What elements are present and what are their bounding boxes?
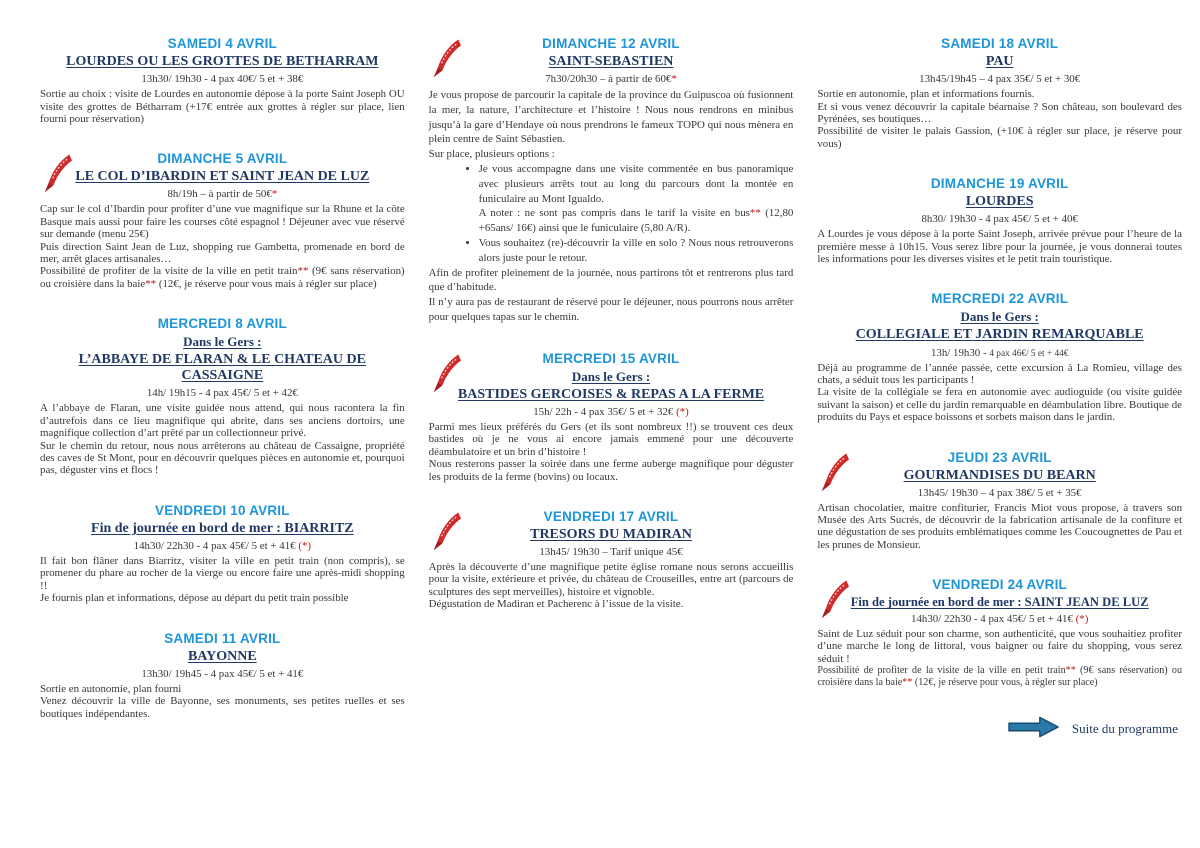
column-3	[817, 36, 1182, 746]
entry-paragraph	[40, 241, 405, 266]
text-segment: La visite de la collégiale se fera en autonomie avec audioguide (ou visite guidée suivant la saison) et celle du jardin remarquable en déambulation libre. Boutique de produits du Pays et espace boissons et sorbets maison dans le jardin.	[817, 386, 1183, 424]
option-item	[479, 236, 794, 266]
entry-date: DIMANCHE 12 AVRIL	[542, 36, 680, 51]
program-entry	[40, 151, 405, 290]
text-segment: Parmi mes lieux préférés du Gers (et ils sont nombreux !!) se trouvent ces deux bastides où je ne vous ai encore jamais emmené pour une découverte déambulatoire et un brin d’histoire !	[428, 420, 794, 458]
text-segment: Venez découvrir la ville de Bayonne, ses monuments, ses petites ruelles et ses boutiques indépendantes.	[40, 695, 405, 720]
entry-schedule	[40, 387, 405, 399]
text-segment: 13h45/ 19h30 – Tarif unique 45€	[539, 546, 683, 559]
text-segment: Sortie en autonomie, plan et informations fournis.	[817, 88, 1035, 101]
entry-schedule	[40, 188, 405, 200]
entry-paragraph	[40, 265, 405, 290]
entry-date: MERCREDI 22 AVRIL	[931, 291, 1069, 307]
text-segment: Et si vous venez découvrir la capitale béarnaise ? Son château, son boulevard des Pyrénées, ses boutiques…	[817, 100, 1183, 125]
entry-title: LOURDES OU LES GROTTES DE BETHARRAM	[66, 54, 379, 69]
text-segment: Sortie en autonomie, plan fourni	[40, 682, 182, 695]
program-entry	[40, 36, 405, 125]
entry-date: SAMEDI 18 AVRIL	[941, 36, 1059, 51]
entry-body	[40, 203, 405, 290]
entry-title: Fin de journée en bord de mer : SAINT JEAN DE LUZ	[850, 595, 1149, 610]
entry-body	[817, 502, 1182, 552]
program-entry	[817, 176, 1182, 265]
text-segment: Possibilité de profiter de la visite de la ville en petit train	[817, 664, 1066, 676]
entry-body	[40, 555, 405, 605]
text-segment: 15h/ 22h - 4 pax 35€/ 5 et + 32€	[533, 405, 677, 418]
entry-title: L’ABBAYE DE FLARAN & LE CHATEAU DE CASSAIGNE	[78, 352, 366, 384]
options-list	[429, 162, 794, 266]
entry-body	[817, 88, 1182, 150]
entry-paragraph	[817, 628, 1182, 665]
text-segment: A Lourdes je vous dépose à la porte Saint Joseph, arrivée prévue pour l’heure de la première messe à 10h15. Vous serez libre pour la journée, je vous donnerai toutes les informations pour les diverses visites et le petit train touristique.	[817, 228, 1183, 266]
entry-paragraph	[429, 561, 794, 598]
text-segment: Sortie au choix : visite de Lourdes en autonomie dépose à la porte Saint Joseph OU visite des grottes de Bétharram (+17€ entrée aux grottes à régler sur place, lien fourni pour réservation)	[40, 88, 405, 125]
text-segment: A l’abbaye de Flaran, une visite guidée nous attend, qui nous racontera la fin d’autrefois dans ce lieu magnifique qui abrite, dans ses anciens dortoirs, une magnifique collection d’art prêté par un collectionneur privé.	[40, 402, 405, 440]
text-segment: 14h30/ 22h30 - 4 pax 45€/ 5 et + 41€	[911, 612, 1076, 625]
entry-body	[429, 421, 794, 483]
program-entry	[817, 36, 1182, 150]
red-asterisk: (*)	[1075, 612, 1089, 625]
entry-schedule	[817, 613, 1182, 625]
program-continuation	[817, 715, 1182, 744]
entry-paragraph	[429, 88, 794, 147]
entry-paragraph	[40, 440, 405, 477]
red-asterisk: **	[145, 277, 157, 290]
text-segment: (12€, je réserve pour vous, à régler sur place)	[912, 676, 1098, 688]
text-segment: (12€, je réserve pour vous mais à régler sur place)	[156, 277, 377, 290]
text-segment: Vous souhaitez (re)-découvrir la ville en solo ? Nous nous retrouverons alors juste pour le retour.	[478, 237, 794, 264]
text-segment: (9€ sans réservation) ou croisière dans la baie	[817, 664, 1183, 688]
entry-date: SAMEDI 11 AVRIL	[164, 630, 281, 646]
program-entry	[40, 316, 405, 477]
text-segment: Je fournis plan et informations, dépose au départ du petit train possible	[40, 592, 349, 605]
entry-subtitle: Dans le Gers :	[183, 334, 262, 350]
program-entry	[817, 291, 1182, 423]
entry-title: BAYONNE	[187, 648, 257, 664]
text-segment: 7h30/20h30 – à partir de 60€	[545, 73, 672, 86]
text-segment: Je vous propose de parcourir la capitale de la province du Guipuscoa où fusionnent la mer, la nature, l’architecture et l’histoire ! Nous nous rendrons en minibus jusqu’à la gare d’Hendaye où nous prendrons le fameux TOPO qui nous mènera en plein centre de Saint Sébastien.	[428, 89, 794, 146]
suite-label: Suite du programme	[1071, 721, 1179, 737]
entry-date: DIMANCHE 19 AVRIL	[930, 176, 1069, 192]
entry-body	[40, 402, 405, 476]
red-asterisk: (*)	[298, 539, 312, 552]
text-segment: (12,80 +65ans/ 16€) ainsi que le funiculaire (5,80 A/R).	[478, 207, 794, 235]
red-asterisk: **	[749, 207, 761, 220]
entry-date: DIMANCHE 5 AVRIL	[157, 151, 288, 167]
red-asterisk: **	[297, 265, 309, 278]
new-ribbon-icon	[431, 509, 461, 553]
program-entry	[817, 450, 1182, 552]
program-entry	[40, 631, 405, 720]
text-segment: Après la découverte d’une magnifique petite église romane nous serons accueillis pour la visite, extérieure et privée, du château de Crouseilles, entre art (parcours de sculptures des sept merveilles), histoire et vignoble.	[428, 561, 794, 598]
text-segment: 13h45/19h45 – 4 pax 35€/ 5 et + 30€	[919, 73, 1081, 86]
column-1	[40, 36, 405, 746]
text-segment: Nous resterons passer la soirée dans une ferme auberge magnifique pour déguster les produits de la ferme (bovins) ou locaux.	[428, 458, 794, 483]
text-segment: 4 pax 46€/ 5 et + 44€	[989, 348, 1069, 359]
text-segment: 13h30/ 19h30 - 4 pax 40€/ 5 et + 38€	[141, 73, 304, 86]
entry-date: SAMEDI 4 AVRIL	[167, 36, 277, 51]
program-entry	[40, 503, 405, 605]
entry-date: VENDREDI 10 AVRIL	[154, 502, 290, 518]
text-segment: Il fait bon flâner dans Biarritz, visiter la ville en petit train (non compris), se promener du phare au rocher de la vierge ou encore faire une après-midi shopping !!	[40, 554, 405, 592]
entry-paragraph	[817, 502, 1182, 552]
entry-paragraph	[40, 402, 405, 439]
entry-paragraph	[429, 295, 794, 325]
entry-schedule	[429, 546, 794, 558]
red-asterisk: *	[671, 73, 677, 86]
new-ribbon-icon	[42, 151, 72, 195]
entry-paragraph	[817, 386, 1182, 423]
entry-schedule	[429, 406, 794, 418]
entry-paragraph	[40, 203, 405, 240]
entry-title: TRESORS DU MADIRAN	[530, 526, 692, 542]
entry-schedule	[40, 73, 405, 85]
text-segment: Sur le chemin du retour, nous nous arrêterons au château de Cassaigne, propriété des caves de St Mont, pour en découvrir quelques pièces en autonomie et, pourquoi pas, déguster vins et flocs !	[40, 439, 405, 477]
entry-paragraph	[817, 228, 1182, 265]
text-segment: A noter : ne sont pas compris dans le tarif la visite en bus	[478, 207, 750, 220]
entry-title: COLLEGIALE ET JARDIN REMARQUABLE	[855, 327, 1144, 343]
text-segment: 14h/ 19h15 - 4 pax 45€/ 5 et + 42€	[146, 387, 298, 400]
entry-title: PAU	[985, 54, 1014, 69]
text-segment: Je vous accompagne dans une visite commentée en bus panoramique avec plusieurs arrêts tout au long du parcours dont la montée en funiculaire au Mont Igualdo.	[478, 163, 794, 205]
entry-schedule	[817, 487, 1182, 499]
entry-body	[429, 561, 794, 611]
entry-body	[40, 88, 405, 125]
text-segment: 13h30/ 19h45 - 4 pax 45€/ 5 et + 41€	[141, 667, 304, 680]
entry-body	[817, 362, 1182, 424]
text-segment: Sur place, plusieurs options :	[428, 148, 555, 161]
column-2	[429, 36, 794, 746]
entry-schedule	[40, 540, 405, 552]
entry-paragraph	[817, 88, 1182, 100]
entry-title: SAINT-SEBASTIEN	[548, 54, 674, 69]
text-segment: 8h30/ 19h30 - 4 pax 45€/ 5 et + 40€	[921, 213, 1078, 226]
option-note	[479, 206, 794, 236]
option-item	[479, 162, 794, 236]
text-segment: (9€ sans réservation) ou croisière dans la baie	[40, 265, 405, 290]
red-asterisk: (*)	[676, 405, 689, 418]
new-ribbon-icon	[819, 577, 849, 621]
entry-paragraph	[817, 665, 1182, 689]
entry-subtitle: Dans le Gers :	[960, 309, 1039, 325]
entry-date: VENDREDI 17 AVRIL	[543, 508, 679, 524]
text-segment: 8h/19h – à partir de 50€	[167, 188, 272, 201]
text-segment: Il n’y aura pas de restaurant de réservé pour le déjeuner, nous pourrons nous arrêter pour quelques tapas sur le chemin.	[428, 296, 794, 324]
entry-paragraph	[817, 101, 1182, 126]
entry-schedule	[817, 213, 1182, 225]
entry-paragraph	[40, 695, 405, 720]
entry-schedule	[817, 347, 1182, 359]
entry-subtitle: Dans le Gers :	[571, 368, 651, 384]
entry-paragraph	[429, 421, 794, 458]
program-entry	[429, 351, 794, 483]
text-segment: Artisan chocolatier, maitre confiturier, Francis Miot vous propose, à travers son Musée des Arts Sucrés, de découvrir de la fabrication artisanale de la confiture et une dégustation de ses produits emblématiques comme les Coucougnettes de Pau et les prunes de Monsieur.	[817, 501, 1183, 551]
new-ribbon-icon	[819, 450, 849, 494]
entry-title: GOURMANDISES DU BEARN	[903, 467, 1096, 483]
entry-paragraph	[40, 555, 405, 592]
text-segment: Saint de Luz séduit pour son charme, son authenticité, que vous souhaitiez profiter d’une marche le long de littoral, vous baigner ou faire du shopping, vous serez séduit !	[817, 627, 1183, 665]
entry-paragraph	[40, 88, 405, 125]
text-segment: 13h45/ 19h30 – 4 pax 38€/ 5 et + 35€	[917, 486, 1082, 499]
entry-date: VENDREDI 24 AVRIL	[932, 577, 1068, 593]
text-segment: Cap sur le col d’Ibardin pour profiter d’une vue magnifique sur la Rhune et la côte Basque mais aussi pour faire les courses côté espagnol ! Déjeuner avec vue réservé sur demande (menu 25€)	[40, 203, 405, 241]
entry-paragraph	[429, 458, 794, 483]
new-ribbon-icon	[431, 351, 461, 395]
entry-paragraph	[429, 266, 794, 296]
entry-title: LOURDES	[965, 194, 1034, 210]
entry-title: Fin de journée en bord de mer : BIARRITZ	[91, 520, 354, 536]
entry-schedule	[40, 668, 405, 680]
program-entry	[429, 36, 794, 325]
text-segment: Afin de profiter pleinement de la journée, nous partirons tôt et rentrerons plus tard que d’habitude.	[428, 266, 794, 294]
entry-paragraph	[817, 362, 1182, 387]
entry-title: BASTIDES GERCOISES & REPAS A LA FERME	[457, 386, 765, 402]
entry-paragraph	[429, 147, 794, 162]
text-segment: 13h/ 19h30 -	[930, 346, 990, 359]
suite-arrow-icon	[1008, 715, 1060, 744]
entry-schedule	[817, 73, 1182, 85]
program-entry	[817, 577, 1182, 688]
entry-title: LE COL D’IBARDIN ET SAINT JEAN DE LUZ	[75, 169, 370, 185]
entry-date: JEUDI 23 AVRIL	[947, 449, 1052, 465]
text-segment: Déjà au programme de l’année passée, cette excursion à La Romieu, village des chats, a séduit tous les participants !	[817, 361, 1183, 386]
text-segment: Puis direction Saint Jean de Luz, shopping rue Gambetta, promenade en bord de mer, arrêt glaces artisanales…	[40, 240, 405, 266]
text-segment: Possibilité de profiter de la visite de la ville en petit train	[40, 265, 298, 278]
program-entry	[429, 509, 794, 611]
entry-body	[817, 628, 1182, 689]
red-asterisk: *	[271, 188, 278, 201]
entry-body	[817, 228, 1182, 265]
entry-paragraph	[429, 598, 794, 610]
entry-schedule	[429, 73, 794, 85]
entry-body	[429, 88, 794, 325]
entry-paragraph	[40, 683, 405, 695]
entry-paragraph	[817, 125, 1182, 150]
text-segment: Dégustation de Madiran et Pacherenc à l’issue de la visite.	[428, 598, 684, 611]
red-asterisk: **	[1065, 664, 1076, 676]
text-segment: 14h30/ 22h30 - 4 pax 45€/ 5 et + 41€	[133, 539, 299, 552]
text-segment: Possibilité de visiter le palais Gassion, (+10€ à régler sur place, je réserve pour vous)	[817, 125, 1183, 150]
entry-date: MERCREDI 15 AVRIL	[542, 350, 680, 366]
entry-body	[40, 683, 405, 720]
red-asterisk: **	[902, 676, 913, 688]
entry-date: MERCREDI 8 AVRIL	[157, 316, 287, 332]
new-ribbon-icon	[431, 36, 461, 80]
entry-paragraph	[40, 592, 405, 604]
